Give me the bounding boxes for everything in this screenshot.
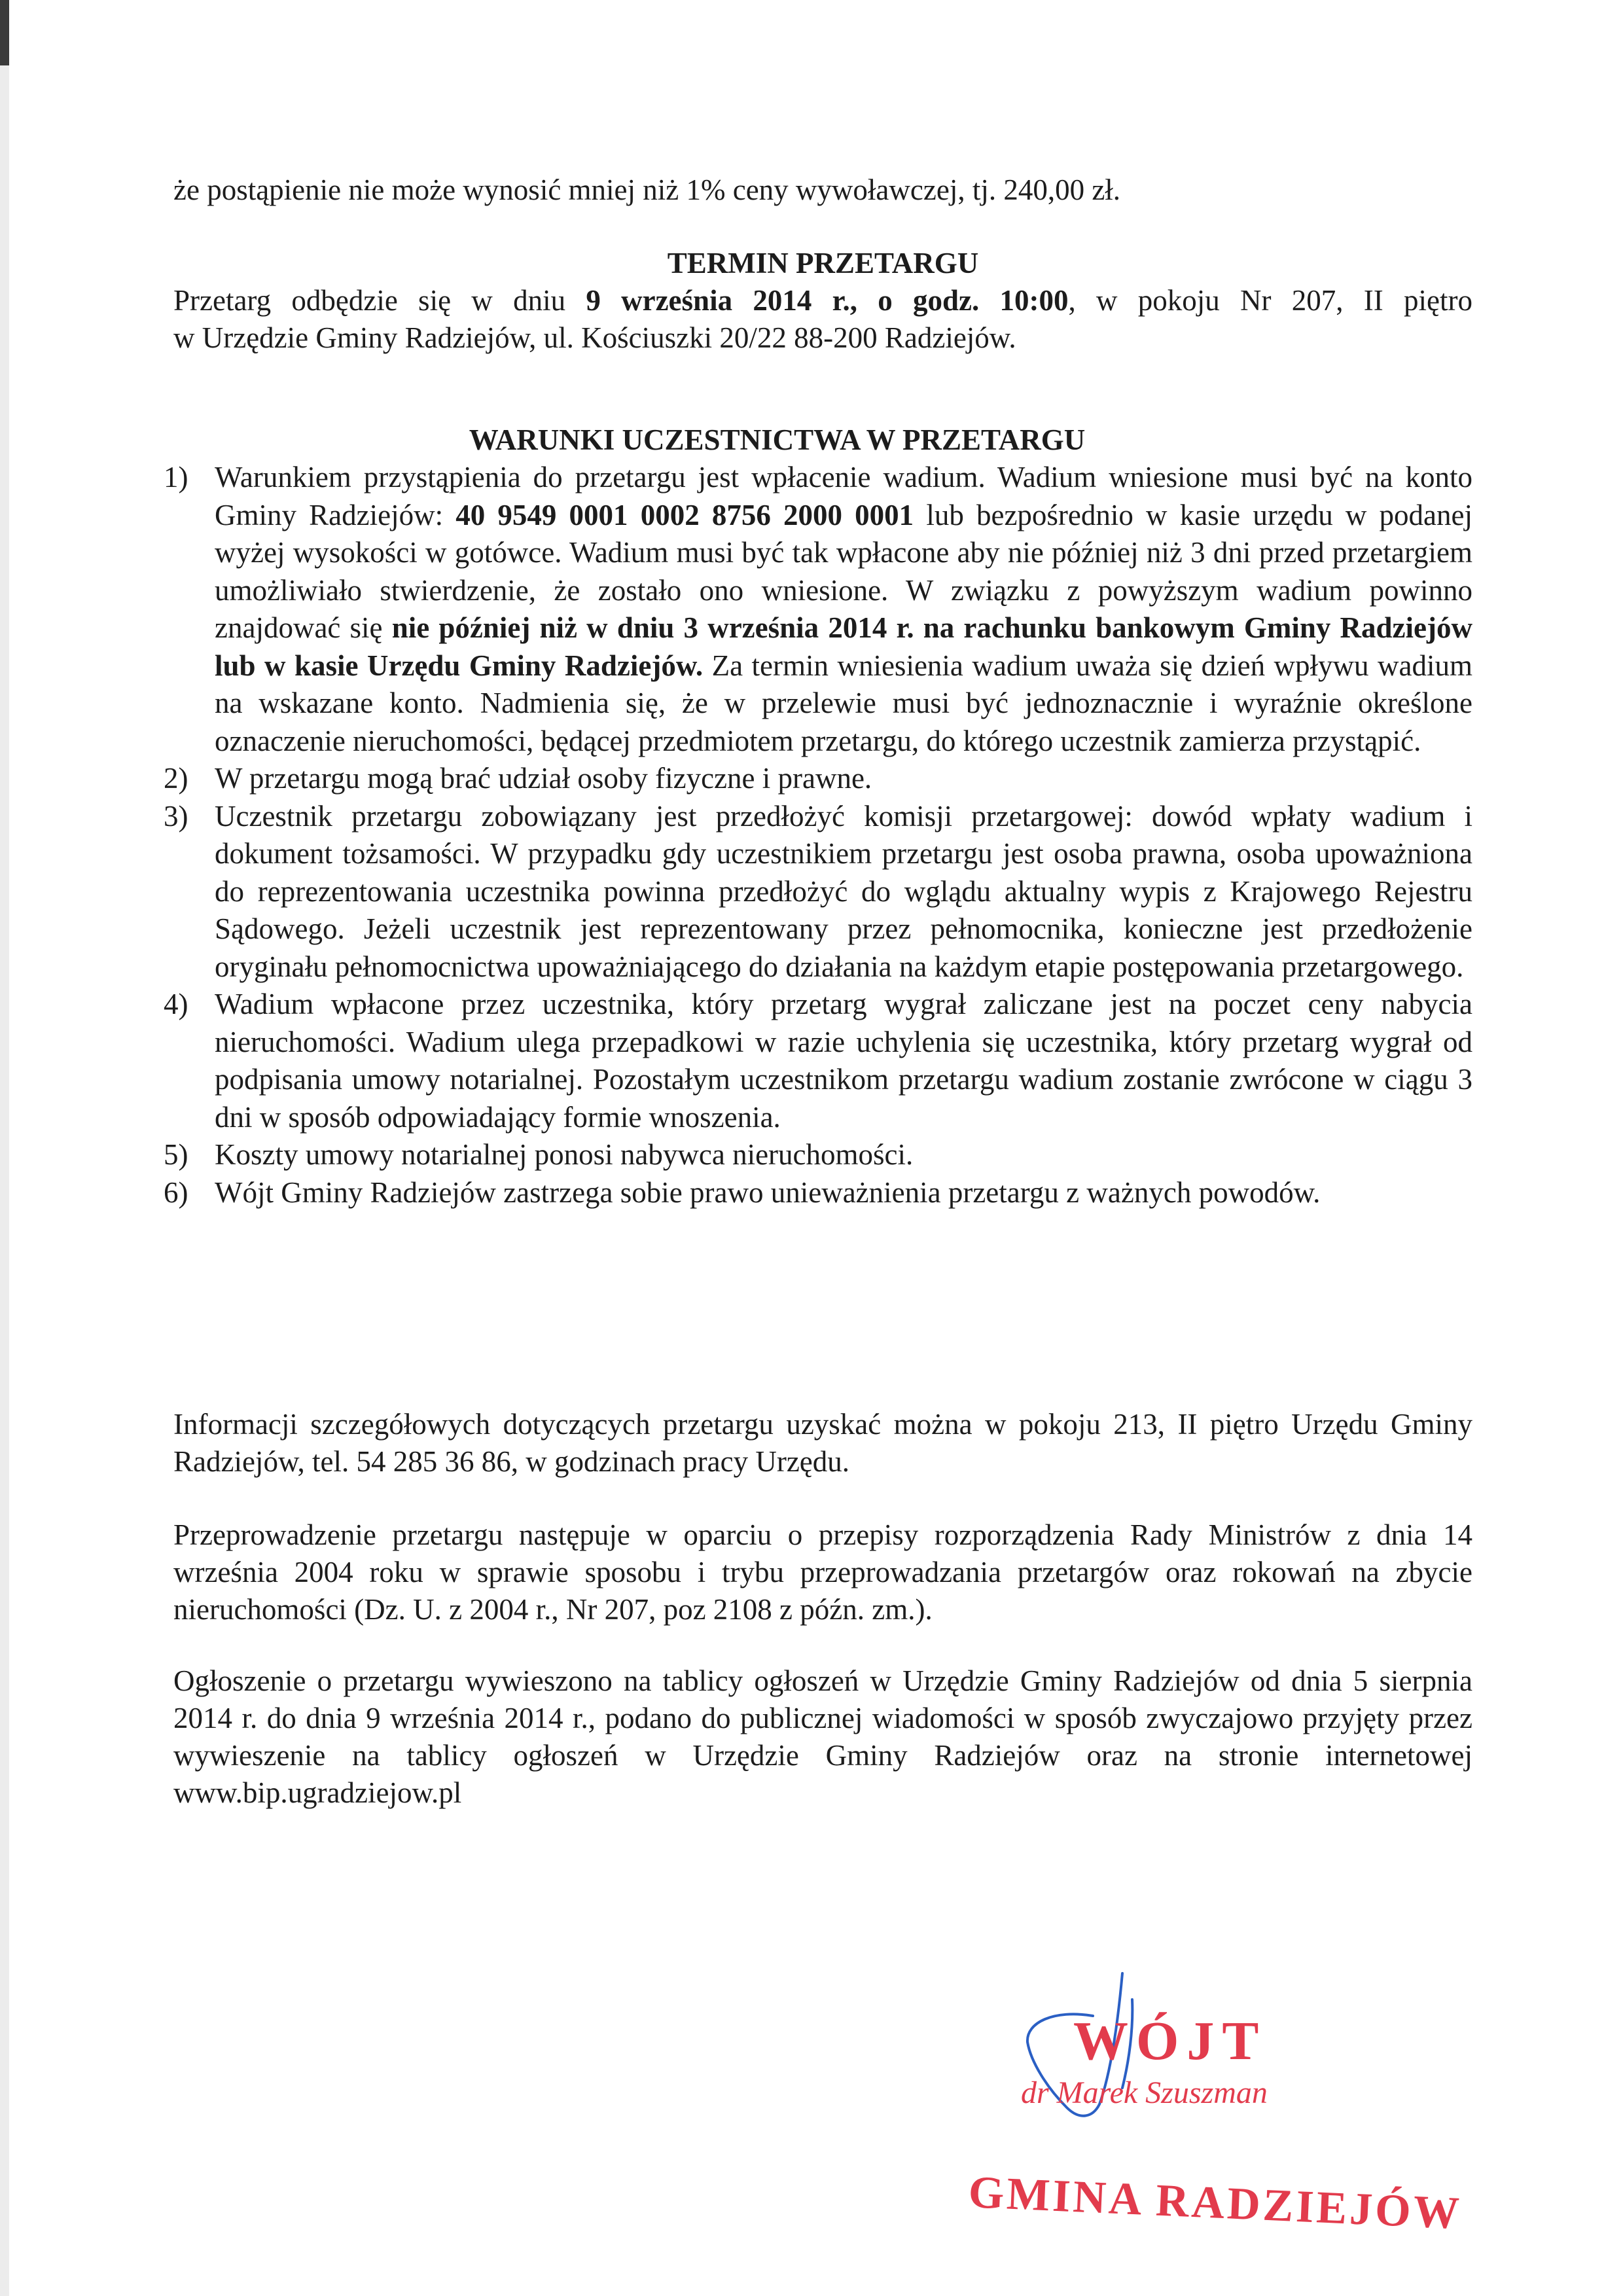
condition-number: 3) bbox=[164, 799, 188, 833]
bank-account-number: 40 9549 0001 0002 8756 2000 0001 bbox=[455, 498, 914, 531]
scan-edge-mark bbox=[0, 0, 9, 65]
condition-number: 2) bbox=[164, 762, 188, 795]
termin-paragraph-line-1: Przetarg odbędzie się w dniu 9 września 2014 r., o godz. 10:00, w pokoju Nr 207, II piętro bbox=[173, 284, 1472, 317]
condition-number: 6) bbox=[164, 1175, 188, 1209]
termin-date-time: 9 września 2014 r., o godz. 10:00 bbox=[586, 284, 1069, 317]
stamp-gmina-radziejow: GMINA RADZIEJÓW bbox=[967, 2167, 1463, 2239]
warunki-heading: WARUNKI UCZESTNICTWA W PRZETARGU bbox=[469, 423, 1086, 456]
announcement-paragraph: Ogłoszenie o przetargu wywieszono na tablicy ogłoszeń w Urzędzie Gminy Radziejów od dnia 5 sierpnia 2014 r. do dnia 9 września 2014 r., podano do publicznej wiadomości w sposób zwyczajowo przyjęty przez wywieszenie na tablicy ogłoszeń w Urzędzie Gminy Radziejów oraz na stronie internetowej www.bip.ugradziejow.pl bbox=[173, 1664, 1472, 1809]
condition-item-2: 2) W przetargu mogą brać udział osoby fizyczne i prawne. bbox=[115, 760, 1472, 798]
scan-edge-shadow bbox=[0, 65, 9, 2296]
condition-item-4: 4) Wadium wpłacone przez uczestnika, który przetarg wygrał zaliczane jest na poczet ceny nabycia nieruchomości. Wadium ulega przepadkowi w razie uchylenia się uczestnika, który przetarg wygrał od podpisania umowy notarialnej. Pozostałym uczestnikom przetargu wadium zostanie zwrócone w ciągu 3 dni w sposób odpowiadający formie wnoszenia. bbox=[115, 986, 1472, 1136]
condition-item-1: 1) Warunkiem przystąpienia do przetargu jest wpłacenie wadium. Wadium wniesione musi być na konto Gminy Radziejów: 40 9549 0001 0002 8756 2000 0001 lub bezpośrednio w kasie urzędu w podanej wyżej wysokości w gotówce. Wadium musi być tak wpłacone aby nie później niż 3 dni przed przetargiem umożliwiało stwierdzenie, że zostało ono wniesione. W związku z powyższym wadium powinno znajdować się nie później niż w dniu 3 września 2014 r. na rachunku bankowym Gminy Radziejów lub w kasie Urzędu Gminy Radziejów. Za termin wniesienia wadium uważa się dzień wpływu wadium na wskazane konto. Nadmienia się, że w przelewie musi być jednoznacznie i wyraźnie określone oznaczenie nieruchomości, będącej przedmiotem przetargu, do którego uczestnik zamierza przystąpić. bbox=[115, 459, 1472, 760]
intro-line: że postąpienie nie może wynosić mniej niż 1% ceny wywoławczej, tj. 240,00 zł. bbox=[173, 173, 1121, 206]
stamp-wojt: WÓJT bbox=[1073, 2011, 1267, 2072]
condition-number: 5) bbox=[164, 1138, 188, 1171]
condition-item-3: 3) Uczestnik przetargu zobowiązany jest przedłożyć komisji przetargowej: dowód wpłaty wadium i dokument tożsamości. W przypadku gdy uczestnikiem przetargu jest osoba prawna, osoba upoważniona do reprezentowania uczestnika powinna przedłożyć do wglądu aktualny wypis z Krajowego Rejestru Sądowego. Jeżeli uczestnik jest reprezentowany przez pełnomocnika, konieczne jest przedłożenie oryginału pełnomocnictwa upoważniającego do działania na każdym etapie postępowania przetargowego. bbox=[115, 798, 1472, 986]
condition-item-6: 6) Wójt Gminy Radziejów zastrzega sobie prawo unieważnienia przetargu z ważnych powodów. bbox=[115, 1174, 1472, 1212]
condition-number: 4) bbox=[164, 988, 188, 1020]
termin-paragraph-line-2: w Urzędzie Gminy Radziejów, ul. Kościuszki 20/22 88-200 Radziejów. bbox=[173, 321, 1016, 354]
stamp-official-name: dr Marek Szuszman bbox=[1021, 2075, 1268, 2110]
termin-heading: TERMIN PRZETARGU bbox=[667, 247, 979, 279]
legal-basis-paragraph: Przeprowadzenie przetargu następuje w oparciu o przepisy rozporządzenia Rady Ministrów z dnia 14 września 2004 roku w sprawie sposobu i trybu przeprowadzania przetargów oraz rokowań na zbycie nieruchomości (Dz. U. z 2004 r., Nr 207, poz 2108 z późn. zm.). bbox=[173, 1518, 1472, 1626]
contact-info-paragraph: Informacji szczegółowych dotyczących przetargu uzyskać można w pokoju 213, II piętro Urzędu Gminy Radziejów, tel. 54 285 36 86, w godzinach pracy Urzędu. bbox=[173, 1408, 1472, 1478]
conditions-list bbox=[115, 459, 1472, 1211]
condition-item-5: 5) Koszty umowy notarialnej ponosi nabywca nieruchomości. bbox=[115, 1136, 1472, 1174]
deposit-deadline: nie później niż w dniu 3 września 2014 r. na rachunku bankowym Gminy Radziejów lub w kasie Urzędu Gminy Radziejów. bbox=[215, 611, 1472, 682]
condition-number: 1) bbox=[164, 461, 188, 493]
